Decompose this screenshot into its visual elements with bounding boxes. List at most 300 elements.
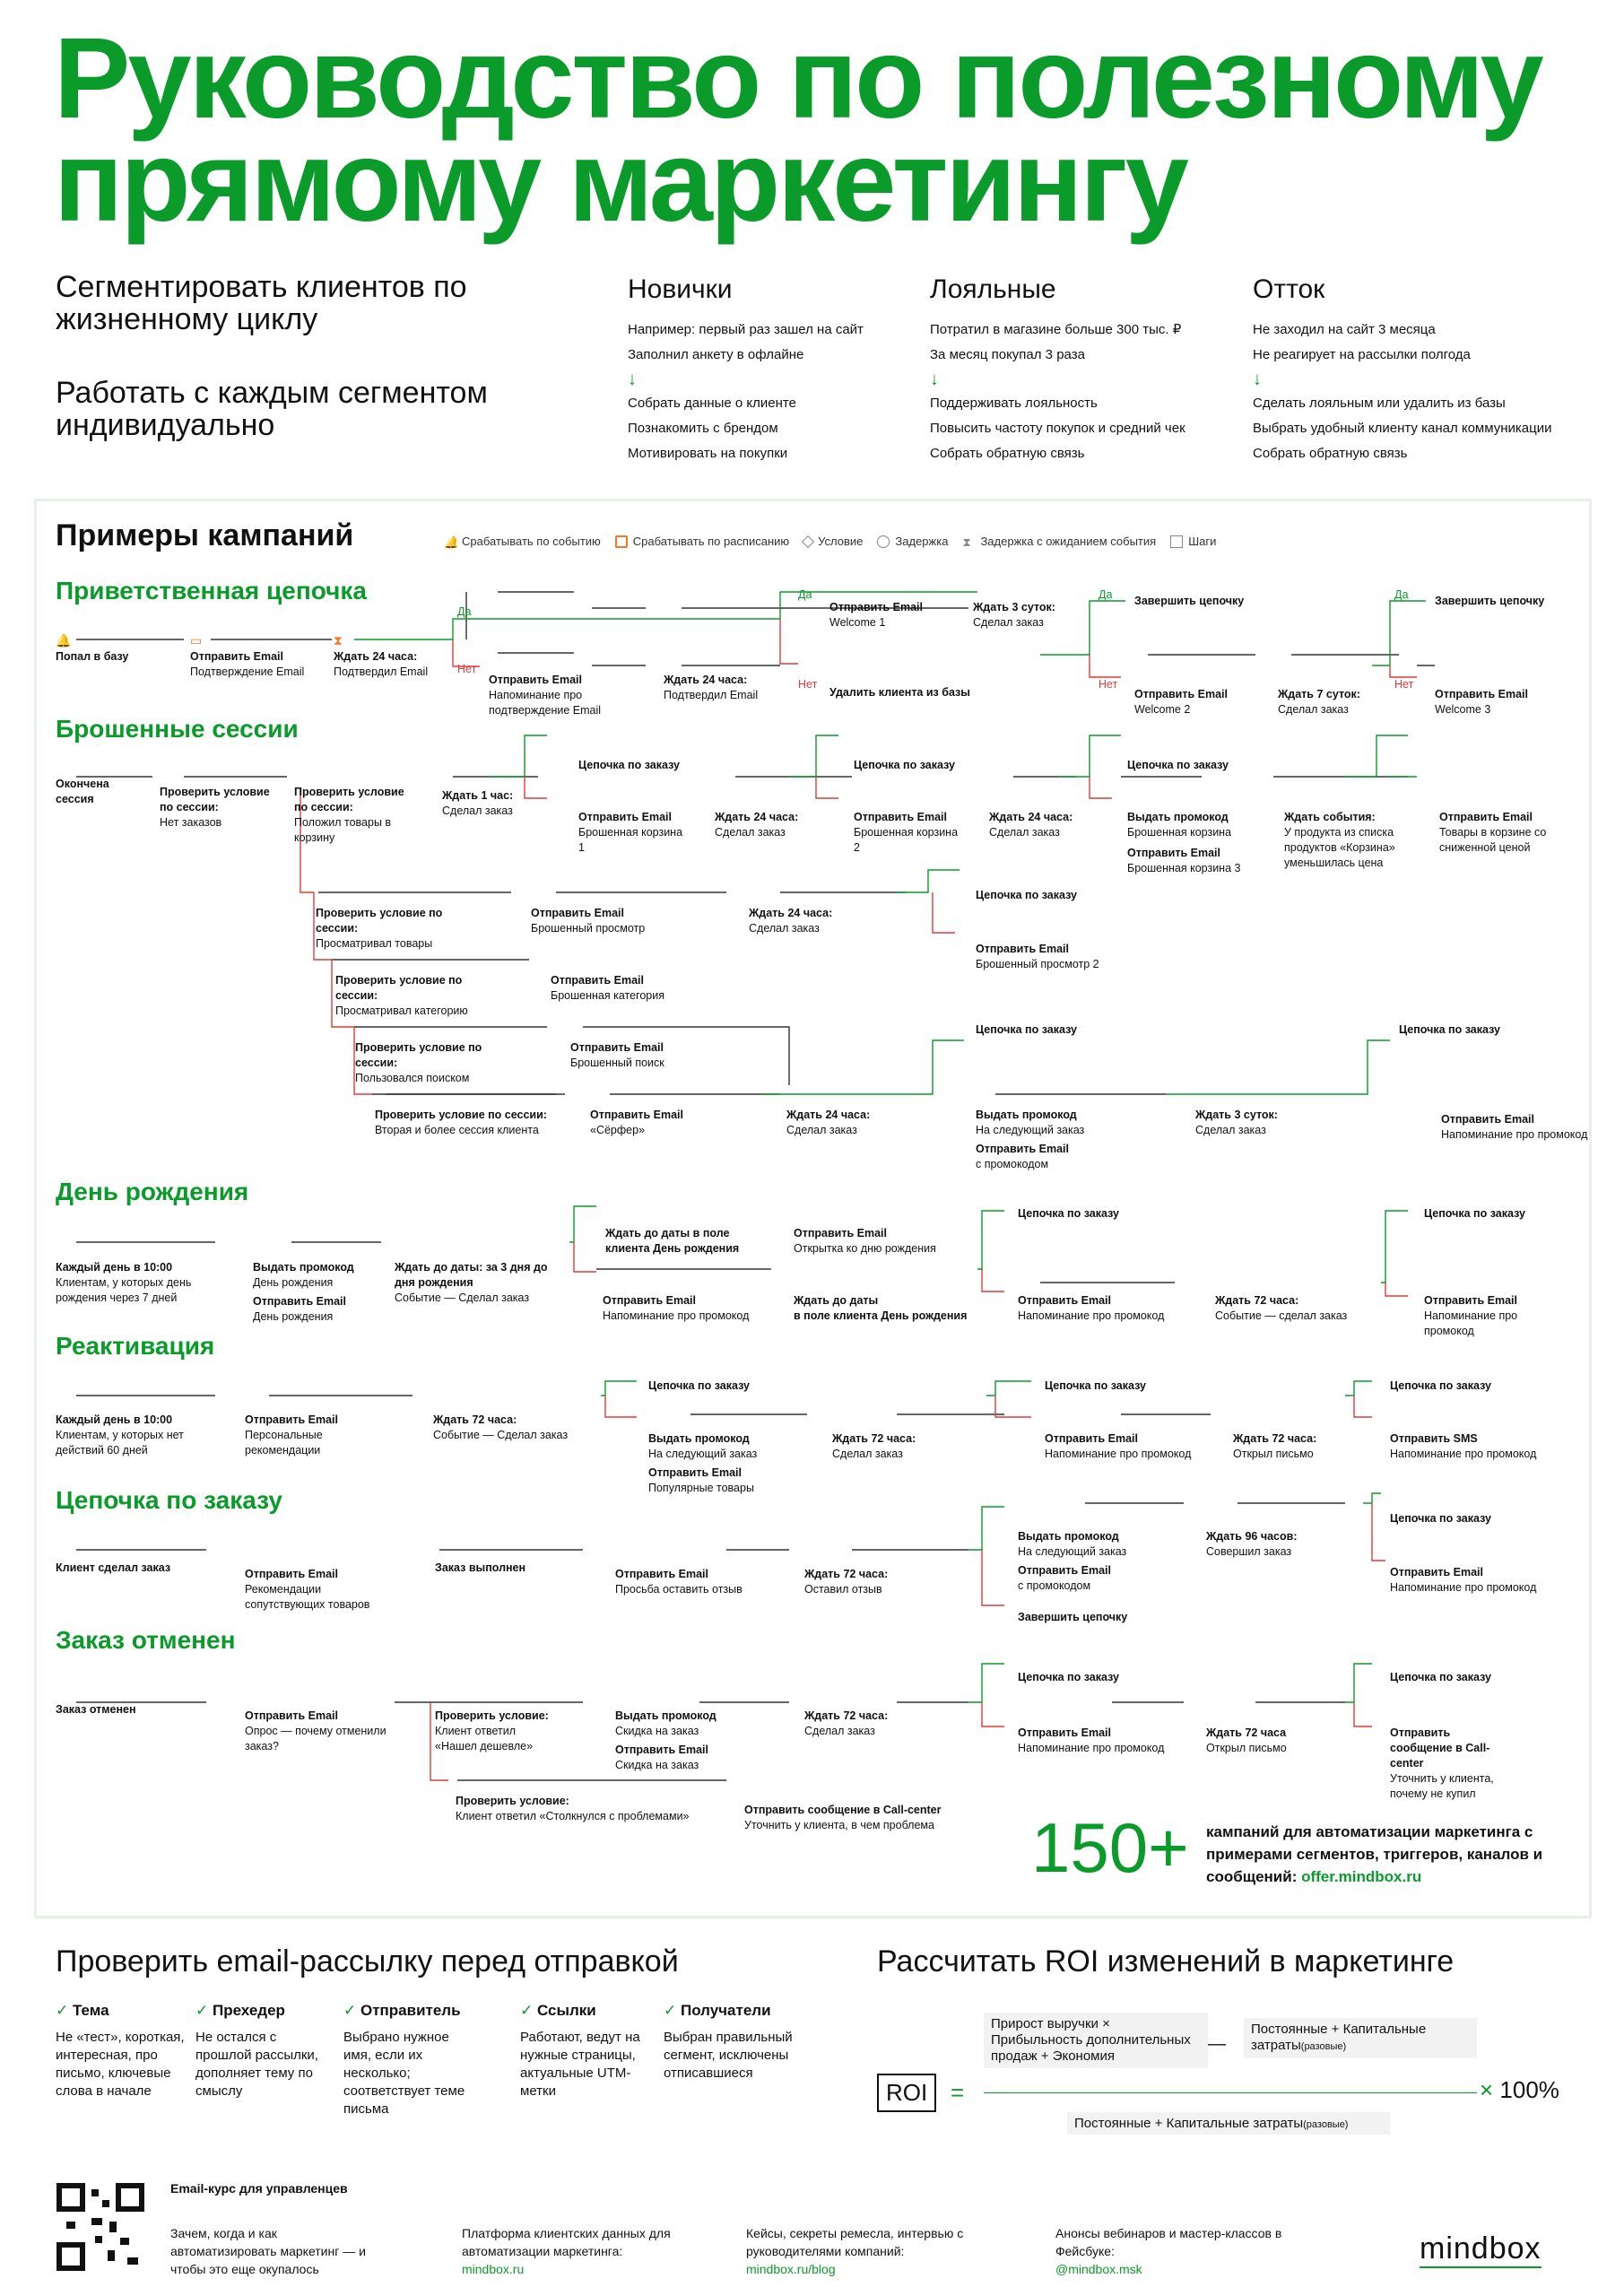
segment-name: Новички	[628, 274, 733, 304]
flow-node	[489, 673, 646, 718]
node-title: Выдать промокод	[1018, 1530, 1119, 1543]
node-title: Проверить условие:	[456, 1795, 569, 1807]
flow-node	[715, 810, 822, 840]
node-title: Завершить цепочку	[1435, 595, 1545, 607]
node-desc: Напоминание про промокод	[1390, 1581, 1537, 1594]
flow-node	[1390, 1511, 1547, 1526]
flow-node	[335, 973, 492, 1019]
node-desc: Брошенная корзина 1	[578, 826, 683, 854]
node-title: Проверить условие:	[435, 1709, 549, 1722]
node-title: Отправить Email	[190, 650, 283, 663]
course-title: Email-курс для управленцев	[170, 2181, 348, 2196]
node-desc: Совершил заказ	[1206, 1545, 1292, 1558]
flow-node	[355, 1040, 512, 1086]
node-desc: Оставил отзыв	[804, 1583, 882, 1596]
flow-node	[744, 1803, 977, 1833]
flow-node	[245, 1567, 397, 1613]
node-desc: Напоминание про промокод	[1424, 1309, 1518, 1337]
flow-node	[375, 1108, 563, 1138]
node-desc: Напоминание про промокод	[1018, 1309, 1165, 1322]
check-item-title: ✓ Ссылки	[520, 2002, 650, 2020]
flow-node	[395, 1260, 551, 1306]
flow-node	[294, 785, 420, 846]
check-title: Проверить email-рассылку перед отправкой	[56, 1944, 679, 1979]
node-desc: с промокодом	[976, 1158, 1049, 1170]
node-desc: Клиент ответил «Столкнулся с проблемами»	[456, 1810, 690, 1822]
node-title: Отправить Email	[1018, 1294, 1111, 1307]
node-desc: Напоминание про промокод	[603, 1309, 750, 1322]
segment-text: Собрать обратную связь	[930, 446, 1085, 461]
fraction-line	[984, 2092, 1477, 2093]
node-title: Проверить условие по сессии:	[316, 907, 443, 935]
node-title: Цепочка по заказу	[578, 759, 680, 771]
email-check	[56, 1944, 679, 1979]
footer-facebook	[1055, 2224, 1289, 2278]
node-desc: Брошенная корзина	[1127, 826, 1232, 839]
check-item	[343, 2002, 473, 2118]
node-title: Ждать до даты	[794, 1294, 879, 1307]
node-desc: Брошенная корзина 2	[854, 826, 959, 854]
arrow-down-icon: ↓	[930, 370, 939, 389]
flow-node	[1018, 1670, 1175, 1685]
node-title: Отправить сообщение в Call-center	[744, 1804, 942, 1816]
hourglass-icon: ⧗	[962, 535, 971, 549]
flow-node	[1435, 687, 1592, 718]
node-desc: У продукта из списка продуктов «Корзина» уменьшилась цена	[1284, 826, 1395, 869]
node-title: Отправить Email	[976, 1143, 1069, 1155]
node-title: Заказ отменен	[56, 1703, 136, 1716]
flow-node	[829, 600, 986, 631]
node-desc: Событие — сделал заказ	[1215, 1309, 1348, 1322]
node-title: Отправить Email	[489, 674, 582, 686]
node-desc: Клиентам, у которых нет действий 60 дней	[56, 1429, 184, 1457]
flow-node	[786, 1108, 943, 1138]
node-desc: Просматривал товары	[316, 937, 433, 950]
segment-text: Повысить частоту покупок и средний чек	[930, 421, 1185, 436]
node-desc: Событие — Сделал заказ	[395, 1292, 530, 1304]
node-title: Отправить Email	[551, 974, 644, 987]
yes-label: Да	[457, 605, 472, 618]
node-title: Ждать 72 часа:	[804, 1709, 889, 1722]
flow-node	[829, 685, 986, 700]
node-title: Отправить Email	[854, 811, 947, 823]
node-desc: Брошенный просмотр	[531, 922, 646, 935]
node-title: Ждать 24 часа:	[989, 811, 1073, 823]
flow-node	[794, 1293, 982, 1324]
node-desc: Товары в корзине со сниженной ценой	[1439, 826, 1547, 854]
qr-code[interactable]	[56, 2182, 145, 2272]
node-title: Цепочка по заказу	[854, 759, 955, 771]
flow-node	[578, 810, 686, 856]
node-title: Проверить условие по сессии:	[375, 1109, 547, 1121]
node-desc: Welcome 1	[829, 616, 886, 629]
node-title: Ждать 24 часа:	[715, 811, 799, 823]
flow-node	[456, 1794, 725, 1824]
node-desc: Положил товары в корзину	[294, 816, 392, 844]
segment-text: Сделать лояльным или удалить из базы	[1253, 396, 1506, 411]
node-desc: Брошенный просмотр 2	[976, 958, 1099, 970]
footer-text: Анонсы вебинаров и мастер-классов в Фейсбуке:	[1055, 2226, 1282, 2258]
node-desc: Популярные товары	[648, 1482, 754, 1494]
node-title: Проверить условие по сессии:	[294, 786, 404, 813]
check-item-text: Не «тест», короткая, интересная, про письмо, ключевые слова в начале	[56, 2030, 185, 2099]
node-title: Ждать 1 час:	[442, 789, 514, 802]
node-title: Отправить Email	[648, 1466, 742, 1479]
node-title: Отправить Email	[829, 601, 923, 613]
roi-percent	[1480, 2076, 1559, 2104]
minus-sign: —	[1208, 2034, 1226, 2054]
segment-text: Например: первый раз зашел на сайт	[628, 322, 864, 337]
no-label: Нет	[457, 663, 477, 675]
footer-blog	[746, 2224, 988, 2278]
node-title: Ждать 7 суток:	[1278, 688, 1360, 700]
check-item	[664, 2002, 794, 2083]
node-title: Цепочка по заказу	[1390, 1671, 1491, 1683]
no-label: Нет	[798, 678, 818, 691]
node-desc: Клиент ответил «Нашел дешевле»	[435, 1725, 534, 1752]
arrow-down-icon: ↓	[628, 370, 637, 389]
node-title: Отправить Email	[1134, 688, 1228, 700]
flow-node	[551, 973, 708, 1004]
footer-link[interactable]: @mindbox.msk	[1055, 2262, 1142, 2276]
campaigns-title: Примеры кампаний	[56, 518, 354, 552]
flow-node	[1018, 1726, 1188, 1756]
node-title: Ждать 96 часов:	[1206, 1530, 1298, 1543]
node-title: Ждать 72 часа:	[1233, 1432, 1317, 1445]
node-title: Ждать 3 суток:	[973, 601, 1055, 613]
flow-node	[160, 785, 285, 831]
flow-node	[1045, 1378, 1202, 1394]
node-title: Отправить SMS	[1390, 1432, 1478, 1445]
roi-pct-value: 100%	[1499, 2076, 1559, 2103]
node-desc: День рождения	[253, 1276, 334, 1289]
flow-node	[56, 777, 136, 807]
flow-node	[854, 810, 961, 856]
node-title: Ждать 24 часа:	[664, 674, 748, 686]
segment-text: Собрать обратную связь	[1253, 446, 1408, 461]
flow-node	[804, 1709, 961, 1739]
roi-den-text: Постоянные + Капитальные затраты	[1074, 2116, 1304, 2131]
node-desc: Просматривал категорию	[335, 1004, 468, 1017]
node-desc: Просьба оставить отзыв	[615, 1583, 743, 1596]
footer-text: Платформа клиентских данных для автоматизации маркетинга:	[462, 2226, 671, 2258]
hourglass-icon: ⧗	[334, 633, 343, 648]
node-title: Клиент сделал заказ	[56, 1561, 171, 1574]
flow-node	[1215, 1293, 1372, 1324]
roi-num2-note: (разовые)	[1300, 2041, 1347, 2052]
node-title: Выдать промокод	[615, 1709, 716, 1722]
course-desc: Зачем, когда и как автоматизировать маркетинг — и чтобы это еще окупалось	[170, 2226, 366, 2276]
check-item-text: Не остался с прошлой рассылки, дополняет тему по смыслу	[195, 2030, 318, 2099]
node-title: Отправить Email	[794, 1227, 887, 1239]
flow-node	[56, 1260, 217, 1306]
legend-label: Срабатывать по событию	[462, 535, 601, 548]
flow-node	[854, 758, 1011, 773]
flow-node	[749, 906, 906, 936]
segment-text: Мотивировать на покупки	[628, 446, 788, 461]
node-desc: Сделал заказ	[1278, 703, 1349, 716]
legend-label: Срабатывать по расписанию	[632, 535, 790, 548]
node-title: Отправить Email	[976, 943, 1069, 955]
flow-node	[1399, 1022, 1556, 1038]
node-title: Ждать 72 часа:	[804, 1568, 889, 1580]
flow-node	[590, 1108, 747, 1138]
node-title: Отправить Email	[245, 1413, 338, 1426]
node-title: Цепочка по заказу	[1045, 1379, 1146, 1392]
node-title: Отправить Email	[615, 1568, 708, 1580]
flow-node	[1439, 810, 1574, 856]
node-desc: Брошенная категория	[551, 989, 664, 1002]
flow-node	[648, 1378, 805, 1394]
times-sign: ×	[1480, 2076, 1494, 2103]
node-desc: Брошенный поиск	[570, 1057, 664, 1069]
node-desc: Опрос — почему отменили заказ?	[245, 1725, 386, 1752]
flow-node	[442, 788, 599, 819]
node-title: Завершить цепочку	[1018, 1611, 1128, 1623]
flow-node	[989, 810, 1097, 840]
flow-node	[1424, 1206, 1581, 1222]
node-desc: На следующий заказ	[648, 1448, 758, 1460]
check-item	[520, 2002, 650, 2100]
node-title: Ждать 3 суток:	[1195, 1109, 1278, 1121]
segment-text: Не заходил на сайт 3 месяца	[1253, 322, 1436, 337]
flow-node	[56, 1561, 213, 1576]
node-title: Каждый день в 10:00	[56, 1413, 173, 1426]
node-desc: Сделал заказ	[804, 1725, 875, 1737]
equals-sign: =	[951, 2079, 965, 2106]
check-item	[56, 2002, 186, 2100]
node-title: Ждать 72 часа:	[433, 1413, 517, 1426]
footer-text: Кейсы, секреты ремесла, интервью с руководителями компаний:	[746, 2226, 964, 2258]
node-title: Отправить Email	[245, 1709, 338, 1722]
offer-link[interactable]: offer.mindbox.ru	[1301, 1868, 1422, 1885]
check-item-title: ✓ Прехедер	[195, 2002, 326, 2020]
flow-node	[1195, 1108, 1352, 1138]
node-title: Ждать до даты в поле клиента День рождения	[605, 1227, 740, 1255]
flow-node	[190, 633, 347, 680]
roi-label: ROI	[877, 2074, 936, 2112]
node-desc: Брошенная корзина 3	[1127, 862, 1241, 874]
node-title: Проверить условие по сессии:	[335, 974, 463, 1002]
flow-node	[531, 906, 688, 936]
segment-text: Познакомить с брендом	[628, 421, 778, 436]
flow-node	[1233, 1431, 1390, 1462]
flow-node	[1390, 1431, 1569, 1462]
legend-label: Задержка с ожиданием события	[980, 535, 1157, 548]
campaigns-text: кампаний для автоматизации маркетинга с примерами сегментов, триггеров, каналов и сообщений:	[1206, 1823, 1543, 1885]
node-desc: Скидка на заказ	[615, 1725, 699, 1737]
node-desc: Открытка ко дню рождения	[794, 1242, 936, 1255]
node-title: Цепочка по заказу	[648, 1379, 750, 1392]
flow-node	[1390, 1670, 1547, 1685]
node-title: Отправить Email	[570, 1041, 664, 1054]
section-reactivation: Реактивация	[56, 1332, 215, 1360]
flow-node	[976, 888, 1133, 903]
yes-label: Да	[798, 588, 812, 601]
segment-heading-1: Сегментировать клиентов по жизненному циклу	[56, 270, 467, 336]
node-title: Выдать промокод	[253, 1261, 354, 1274]
check-item-text: Работают, ведут на нужные страницы, актуальные UTM-метки	[520, 2030, 640, 2099]
roi-numerator-2	[1244, 2018, 1477, 2058]
roi-den-note: (разовые)	[1303, 2119, 1349, 2130]
node-title: Ждать 24 часа:	[786, 1109, 871, 1121]
segment-text: За месяц покупал 3 раза	[930, 347, 1085, 362]
node-title: Отправить Email	[1390, 1566, 1483, 1578]
node-title: Удалить клиента из базы	[829, 686, 970, 699]
node-title: Отправить Email	[1018, 1564, 1111, 1577]
node-desc: Подтвердил Email	[664, 689, 759, 701]
segment-text: Выбрать удобный клиенту канал коммуникации	[1253, 421, 1552, 436]
node-title: Ждать события:	[1284, 811, 1376, 823]
section-order-cancelled: Заказ отменен	[56, 1626, 236, 1654]
node-desc: Напоминание про подтверждение Email	[489, 689, 602, 717]
flow-node	[56, 1702, 213, 1718]
footer-link[interactable]: mindbox.ru	[462, 2262, 525, 2276]
node-desc: Напоминание про промокод	[1390, 1448, 1537, 1460]
flow-node	[615, 1567, 772, 1597]
node-title: Цепочка по заказу	[1424, 1207, 1525, 1220]
legend-label: Шаги	[1188, 535, 1217, 548]
node-title: Проверить условие по сессии:	[160, 786, 270, 813]
flow-node	[1134, 687, 1291, 718]
node-desc: Сделал заказ	[749, 922, 820, 935]
node-desc: Уточнить у клиента, в чем проблема	[744, 1819, 934, 1831]
flow-node	[973, 600, 1130, 631]
flow-node	[435, 1709, 560, 1754]
brand-logo: mindbox	[1420, 2231, 1541, 2268]
node-title: Цепочка по заказу	[1399, 1023, 1500, 1036]
node-title: Цепочка по заказу	[1018, 1207, 1119, 1220]
flow-node	[245, 1709, 397, 1754]
node-title: Цепочка по заказу	[1390, 1512, 1491, 1525]
flow-node	[794, 1226, 973, 1257]
flow-node	[253, 1260, 410, 1325]
flow-node	[578, 758, 735, 773]
flow-node	[1018, 1610, 1175, 1625]
check-item	[195, 2002, 326, 2100]
yes-label: Да	[1099, 588, 1113, 601]
flow-node	[1127, 810, 1262, 876]
legend-label: Задержка	[895, 535, 949, 548]
flow-node	[1284, 810, 1419, 871]
flow-node	[1424, 1293, 1550, 1339]
node-desc: Рекомендации сопутствующих товаров	[245, 1583, 370, 1611]
node-title: Отправить Email	[531, 907, 624, 919]
campaigns-count-desc	[1206, 1821, 1583, 1888]
flow-node	[316, 906, 473, 952]
step-icon: ▭	[190, 633, 203, 648]
flow-node	[245, 1413, 361, 1458]
node-title: Проверить условие по сессии:	[355, 1041, 482, 1069]
flow-node	[570, 1040, 727, 1071]
flow-node	[603, 1293, 773, 1324]
node-title: Каждый день в 10:00	[56, 1261, 173, 1274]
flow-node	[664, 673, 821, 703]
segment-text: Потратил в магазине больше 300 тыс. ₽	[930, 322, 1182, 337]
flow-node	[1206, 1529, 1363, 1560]
node-title: Цепочка по заказу	[1127, 759, 1229, 771]
footer-link[interactable]: mindbox.ru/blog	[746, 2262, 836, 2276]
arrow-down-icon: ↓	[1253, 370, 1262, 389]
roi-denominator	[1067, 2112, 1390, 2135]
flow-node	[976, 1022, 1133, 1038]
flow-node	[56, 633, 213, 665]
segment-text: Заполнил анкету в офлайне	[628, 347, 804, 362]
flow-node	[1018, 1529, 1175, 1594]
flow-node	[1018, 1206, 1175, 1222]
node-title: Цепочка по заказу	[1018, 1671, 1119, 1683]
roi-section	[877, 1944, 1454, 1979]
legend-label: Условие	[818, 535, 864, 548]
campaigns-count: 150+	[1031, 1808, 1189, 1887]
node-desc: Подтвердил Email	[334, 665, 429, 678]
node-title: Попал в базу	[56, 650, 129, 663]
segment-name: Отток	[1253, 274, 1325, 304]
node-title: Отправить Email	[253, 1295, 346, 1308]
node-title: Ждать 72 часа:	[1215, 1294, 1299, 1307]
node-desc: Открыл письмо	[1233, 1448, 1314, 1460]
section-abandoned: Брошенные сессии	[56, 715, 299, 743]
node-desc: Welcome 3	[1435, 703, 1491, 716]
flow-node	[1441, 1112, 1598, 1143]
node-title: Ждать 72 часа:	[832, 1432, 916, 1445]
node-desc: «Сёрфер»	[590, 1124, 646, 1136]
bell-icon: 🔔	[56, 633, 72, 648]
node-desc: Подтверждение Email	[190, 665, 305, 678]
node-title: Ждать 24 часа:	[749, 907, 833, 919]
flow-node	[1018, 1293, 1188, 1324]
flow-node	[56, 1413, 199, 1458]
node-title: Отправить сообщение в Call-center	[1390, 1726, 1490, 1770]
node-title: Отправить Email	[590, 1109, 683, 1121]
node-desc: Сделал заказ	[989, 826, 1060, 839]
node-title: Ждать 72 часа	[1206, 1726, 1287, 1739]
roi-numerator-1: Прирост выручки × Прибыльность дополнительных продаж + Экономия	[984, 2013, 1208, 2068]
node-title: Отправить Email	[1018, 1726, 1111, 1739]
node-desc: Сделал заказ	[786, 1124, 857, 1136]
node-desc: Скидка на заказ	[615, 1759, 699, 1771]
segment-text: Не реагирует на рассылки полгода	[1253, 347, 1471, 362]
node-desc: На следующий заказ	[1018, 1545, 1127, 1558]
flow-node	[615, 1709, 772, 1773]
flow-node	[1435, 594, 1592, 609]
node-desc: Напоминание про промокод	[1045, 1448, 1192, 1460]
no-label: Нет	[1394, 678, 1414, 691]
node-title: в поле клиента День рождения	[794, 1309, 968, 1322]
flow-node	[832, 1431, 989, 1462]
segment-text: Собрать данные о клиенте	[628, 396, 796, 411]
flow-node	[1390, 1378, 1547, 1394]
check-item-text: Выбран правильный сегмент, исключены отписавшиеся	[664, 2030, 793, 2081]
node-desc: с промокодом	[1018, 1579, 1091, 1592]
node-title: Отправить Email	[1045, 1432, 1138, 1445]
flow-node	[1127, 758, 1284, 773]
section-order-chain: Цепочка по заказу	[56, 1486, 282, 1514]
node-title: Заказ выполнен	[435, 1561, 526, 1574]
check-item-title: ✓ Тема	[56, 2002, 186, 2020]
flow-node	[1390, 1726, 1515, 1802]
node-title: Цепочка по заказу	[976, 889, 1077, 901]
section-welcome: Приветственная цепочка	[56, 577, 367, 604]
node-desc: День рождения	[253, 1310, 334, 1323]
flow-node	[1134, 594, 1291, 609]
node-title: Отправить Email	[603, 1294, 696, 1307]
check-item-text: Выбрано нужное имя, если их несколько; соответствует теме письма	[343, 2030, 465, 2117]
section-birthday: День рождения	[56, 1178, 249, 1205]
node-title: Отправить Email	[245, 1568, 338, 1580]
node-title: Выдать промокод	[648, 1432, 750, 1445]
flow-node	[433, 1413, 590, 1443]
